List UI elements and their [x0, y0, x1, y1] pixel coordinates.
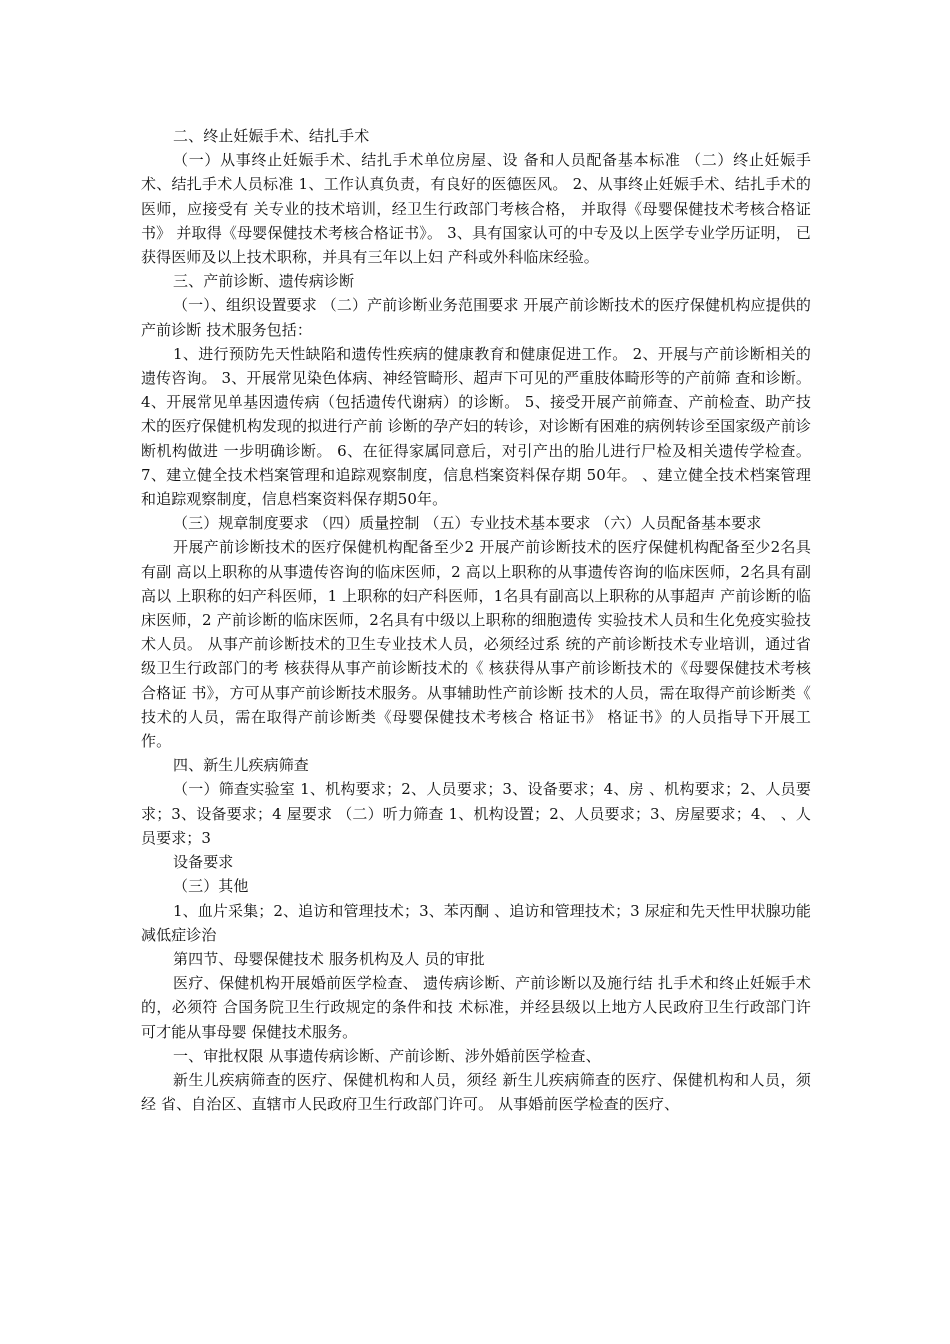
- paragraph: （一）、组织设置要求 （二）产前诊断业务范围要求 开展产前诊断技术的医疗保健机构应提供的产前诊断 技术服务包括：: [141, 296, 811, 339]
- paragraph: 1、进行预防先天性缺陷和遗传性疾病的健康教育和健康促进工作。 2、开展与产前诊断相关的遗传咨询。 3、开展常见染色体病、神经管畸形、超声下可见的严重肢体畸形等的产前筛 查和诊断。 4、开展常见单基因遗传病（包括遗传代谢病）的诊断。 5、接受开展产前筛查、产前检查、助产技术的医疗保健机构发现的拟进行产前 诊断的孕产妇的转诊，对诊断有困难的病例转诊至国家级产前诊断机构做进 一步明确诊断。 6、在征得家属同意后，对引产出的胎儿进行尸检及相关遗传学检查。 7、建立健全技术档案管理和追踪观察制度，信息档案资料保存期 50年。 、建立健全技术档案管理和追踪观察制度，信息档案资料保存期50年。: [141, 344, 811, 509]
- paragraph: （一）筛查实验室 1、机构要求；2、人员要求；3、设备要求；4、房 、机构要求；2、人员要求；3、设备要求；4 屋要求 （二）听力筛查 1、机构设置；2、人员要求；3、房屋要求；4、 、人员要求；3: [141, 780, 811, 847]
- section-heading-section4: 第四节、母婴保健技术 服务机构及人 员的审批: [173, 949, 485, 968]
- paragraph: （一）从事终止妊娠手术、结扎手术单位房屋、设 备和人员配备基本标准 （二）终止妊娠手术、结扎手术人员标准 1、工作认真负责，有良好的医德医风。 2、从事终止妊娠手术、结扎手术的医师，应接受有 关专业的技术培训，经卫生行政部门考核合格， 并取得《母婴保健技术考核合格证书》 并取得《母婴保健技术考核合格证书》。 3、具有国家认可的中专及以上医学专业学历证明， 已获得医师及以上技术职称，并具有三年以上妇 产科或外科临床经验。: [141, 151, 811, 267]
- paragraph: 开展产前诊断技术的医疗保健机构配备至少2 开展产前诊断技术的医疗保健机构配备至少2名具有副 高以上职称的从事遗传咨询的临床医师，2 高以上职称的从事遗传咨询的临床医师，2名具有副高以 上职称的妇产科医师，1 上职称的妇产科医师，1名具有副高以上职称的从事超声 产前诊断的临床医师，2 产前诊断的临床医师，2名具有中级以上职称的细胞遗传 实验技术人员和生化免疫实验技术人员。 从事产前诊断技术的卫生专业技术人员，必须经过系 统的产前诊断技术专业培训，通过省级卫生行政部门的考 核获得从事产前诊断技术的《 核获得从事产前诊断技术的《母婴保健技术考核合格证 书》，方可从事产前诊断技术服务。从事辅助性产前诊断 技术的人员，需在取得产前诊断类《 技术的人员，需在取得产前诊断类《母婴保健技术考核合 格证书》 格证书》的人员指导下开展工作。: [141, 538, 811, 751]
- paragraph: 新生儿疾病筛查的医疗、保健机构和人员，须经 新生儿疾病筛查的医疗、保健机构和人员，须经 省、自治区、直辖市人民政府卫生行政部门许可。 从事婚前医学检查的医疗、: [141, 1070, 811, 1114]
- paragraph: 一、审批权限 从事遗传病诊断、产前诊断、涉外婚前医学检查、: [173, 1046, 601, 1065]
- section-heading-3: 三、产前诊断、遗传病诊断: [173, 272, 355, 291]
- section-heading-4: 四、新生儿疾病筛查: [173, 756, 309, 775]
- paragraph: 设备要求: [173, 853, 234, 872]
- paragraph: （三）规章制度要求 （四）质量控制 （五）专业技术基本要求 （六）人员配备基本要求: [173, 514, 762, 533]
- section-heading-2: 二、终止妊娠手术、结扎手术: [173, 127, 370, 145]
- paragraph: 1、血片采集；2、追访和管理技术；3、苯丙酮 、追访和管理技术；3 尿症和先天性甲状腺功能减低症诊治: [141, 901, 811, 944]
- paragraph: 医疗、保健机构开展婚前医学检查、 遗传病诊断、产前诊断以及施行结 扎手术和终止妊娠手术的，必须符 合国务院卫生行政规定的条件和技 术标准，并经县级以上地方人民政府卫生行政部门许可才能从事母婴 保健技术服务。: [141, 974, 811, 1041]
- document-page: [141, 124, 811, 1116]
- paragraph: （三）其他: [173, 877, 249, 896]
